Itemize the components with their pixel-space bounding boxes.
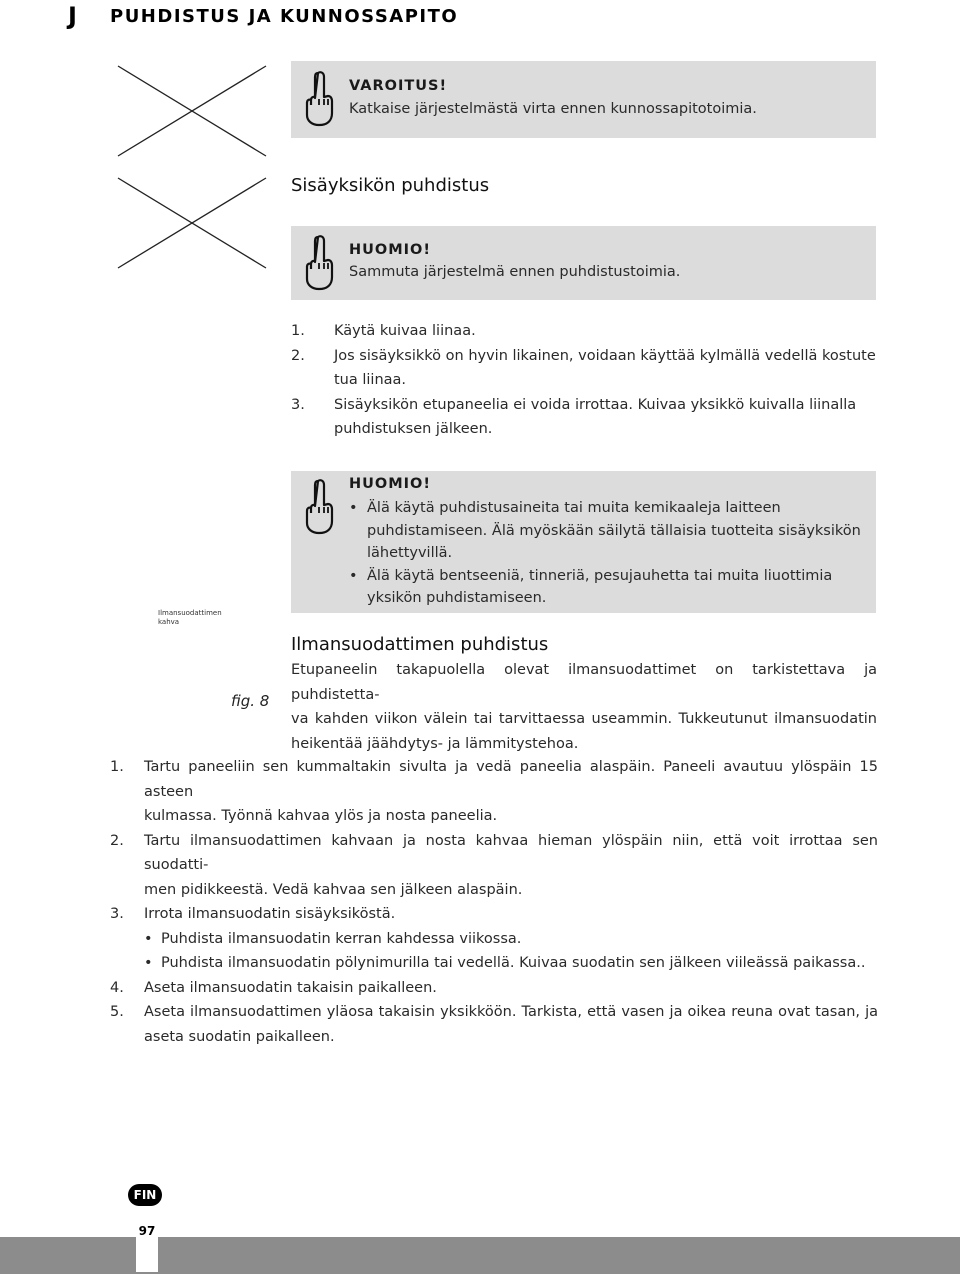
bullet-text: lähettyvillä.	[367, 545, 453, 561]
filter-procedure	[110, 755, 878, 1049]
warning-text: Katkaise järjestelmästä virta ennen kunnossapitotoimia.	[349, 101, 757, 117]
bullet-text: Puhdista ilmansuodatin kerran kahdessa viikossa.	[161, 930, 522, 947]
indoor-note-box	[291, 226, 876, 300]
bullet-text: Puhdista ilmansuodatin pölynimurilla tai vedellä. Kuivaa suodatin sen jälkeen viileässä paikassa..	[161, 955, 866, 971]
list-item	[110, 951, 878, 976]
step-number: 5.	[110, 1004, 124, 1020]
list-item	[349, 497, 869, 565]
chapter-letter: J	[68, 2, 77, 30]
step-number: 2.	[291, 347, 305, 364]
bullet-text: Älä käytä bentseeniä, tinneriä, pesujauhetta tai muita liuottimia	[367, 567, 833, 584]
step-text: Käytä kuivaa liinaa.	[334, 323, 476, 339]
step-text: men pidikkeestä. Vedä kahvaa sen jälkeen alaspäin.	[144, 881, 523, 898]
raised-finger-icon	[301, 477, 337, 537]
step-number: 2.	[110, 832, 124, 849]
filter-heading: Ilmansuodattimen puhdistus	[291, 634, 549, 655]
figure-caption: fig. 8	[231, 692, 270, 710]
bullet-icon: •	[349, 567, 358, 584]
step-text: Aseta ilmansuodattimen yläosa takaisin yksikköön. Tarkista, että vasen ja oikea reuna ovat tasan, ja	[144, 1004, 878, 1020]
step-text: tua liinaa.	[334, 372, 407, 388]
step-text: Aseta ilmansuodatin takaisin paikalleen.	[144, 979, 437, 996]
list-item	[110, 976, 878, 1001]
bullet-text: yksikön puhdistamiseen.	[367, 590, 547, 606]
step-text: Irrota ilmansuodatin sisäyksiköstä.	[144, 906, 396, 922]
figure-label-line: Ilmansuodattimen	[158, 609, 222, 617]
raised-finger-icon	[301, 69, 337, 129]
bullet-icon: •	[144, 930, 153, 947]
page-number: 97	[138, 1224, 156, 1238]
figure-label	[158, 609, 222, 627]
chemicals-note-title: HUOMIO!	[349, 476, 431, 492]
chemicals-note-list	[349, 497, 869, 610]
bullet-text: Älä käytä puhdistusaineita tai muita kemikaaleja laitteen	[367, 500, 781, 516]
removed-image-cross-1	[112, 60, 272, 160]
step-text: Jos sisäyksikkö on hyvin likainen, voidaan käyttää kylmällä vedellä kostute	[334, 347, 876, 364]
bullet-icon: •	[144, 955, 153, 971]
list-item	[110, 1000, 878, 1049]
step-number: 1.	[291, 323, 305, 339]
step-text: Sisäyksikön etupaneelia ei voida irrottaa. Kuivaa yksikkö kuivalla liinalla	[334, 396, 857, 413]
list-item	[291, 344, 877, 393]
list-item	[110, 902, 878, 927]
list-item	[291, 393, 877, 442]
paragraph-line: heikentää jäähdytys- ja lämmitystehoa.	[291, 735, 579, 752]
warning-title: VAROITUS!	[349, 78, 448, 94]
indoor-note-title: HUOMIO!	[349, 242, 431, 258]
paragraph-line: Etupaneelin takapuolella olevat ilmansuodattimet on tarkistettava ja puhdistetta-	[291, 662, 877, 703]
paragraph-line: va kahden viikon välein tai tarvittaessa useammin. Tukkeutunut ilmansuodatin	[291, 711, 877, 727]
raised-finger-icon	[301, 233, 337, 293]
filter-paragraph	[291, 658, 877, 756]
removed-image-cross-2	[112, 172, 272, 274]
chemicals-note-box	[291, 471, 876, 613]
list-item	[349, 565, 869, 610]
step-text: Tartu paneeliin sen kummaltakin sivulta ja vedä paneelia alaspäin. Paneeli avautuu ylöspäin 15 asteen	[144, 759, 878, 800]
bullet-text: puhdistamiseen. Älä myöskään säilytä tällaisia tuotteita sisäyksikön	[367, 522, 861, 539]
chapter-title: PUHDISTUS JA KUNNOSSAPITO	[110, 6, 459, 27]
step-text: aseta suodatin paikalleen.	[144, 1028, 335, 1045]
step-number: 4.	[110, 979, 124, 996]
step-text: kulmassa. Työnnä kahvaa ylös ja nosta paneelia.	[144, 808, 498, 824]
indoor-heading: Sisäyksikön puhdistus	[291, 175, 490, 196]
list-item	[110, 829, 878, 903]
figure-label-line: kahva	[158, 618, 180, 626]
list-item	[110, 927, 878, 952]
step-number: 3.	[291, 396, 305, 413]
list-item	[110, 755, 878, 829]
language-badge: FIN	[128, 1184, 162, 1206]
step-number: 1.	[110, 759, 124, 775]
step-number: 3.	[110, 906, 124, 922]
list-item	[291, 319, 877, 344]
step-text: puhdistuksen jälkeen.	[334, 421, 493, 437]
indoor-note-text: Sammuta järjestelmä ennen puhdistustoimia.	[349, 264, 681, 280]
step-text: Tartu ilmansuodattimen kahvaan ja nosta kahvaa hieman ylöspäin niin, että voit irrottaa sen suodatti-	[144, 832, 878, 873]
indoor-steps	[291, 319, 877, 442]
bullet-icon: •	[349, 500, 358, 516]
warning-box	[291, 61, 876, 138]
